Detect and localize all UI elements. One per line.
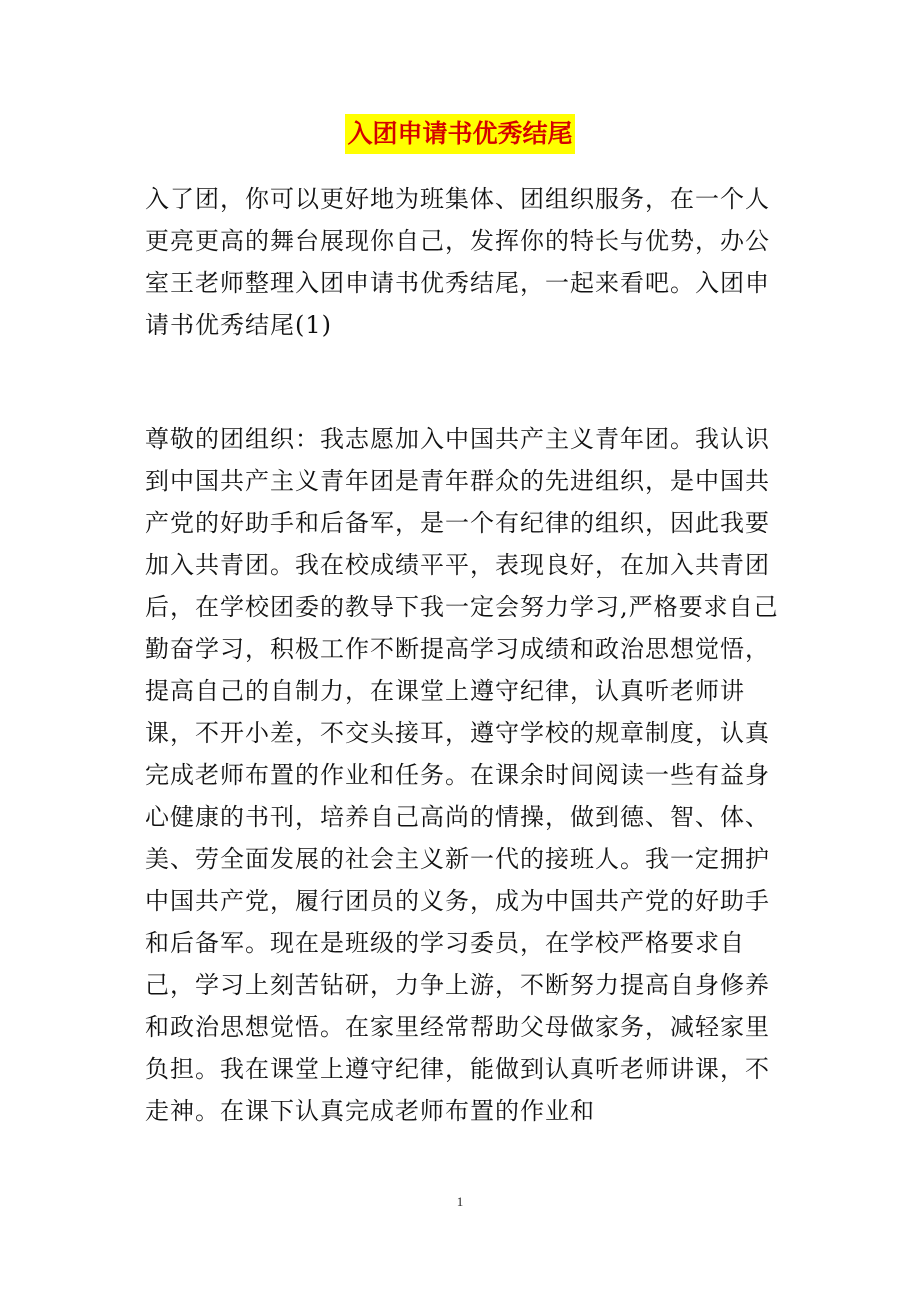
title-container bbox=[0, 114, 920, 154]
application-paragraph: 尊敬的团组织：我志愿加入中国共产主义青年团。我认识到中国共产主义青年团是青年群众的先进组织，是中国共产党的好助手和后备军，是一个有纪律的组织，因此我要加入共青团。我在校成绩平平，表现良好，在加入共青团后，在学校团委的教导下我一定会努力学习,严格要求自己勤奋学习，积极工作不断提高学习成绩和政治思想觉悟，提高自己的自制力，在课堂上遵守纪律，认真听老师讲课，不开小差，不交头接耳，遵守学校的规章制度，认真完成老师布置的作业和任务。在课余时间阅读一些有益身心健康的书刊，培养自己高尚的情操，做到德、智、体、美、劳全面发展的社会主义新一代的接班人。我一定拥护中国共产党，履行团员的义务，成为中国共产党的好助手和后备军。现在是班级的学习委员，在学校严格要求自己，学习上刻苦钻研，力争上游，不断努力提高自身修养和政治思想觉悟。在家里经常帮助父母做家务，减轻家里负担。我在课堂上遵守纪律，能做到认真听老师讲课，不走神。在课下认真完成老师布置的作业和 bbox=[145, 425, 779, 1125]
document-title: 入团申请书优秀结尾 bbox=[345, 114, 574, 154]
page-number: 1 bbox=[456, 1194, 464, 1209]
intro-paragraph: 入了团，你可以更好地为班集体、团组织服务，在一个人更亮更高的舞台展现你自己，发挥你的特长与优势，办公室王老师整理入团申请书优秀结尾，一起来看吧。入团申请书优秀结尾(1) bbox=[145, 185, 770, 339]
